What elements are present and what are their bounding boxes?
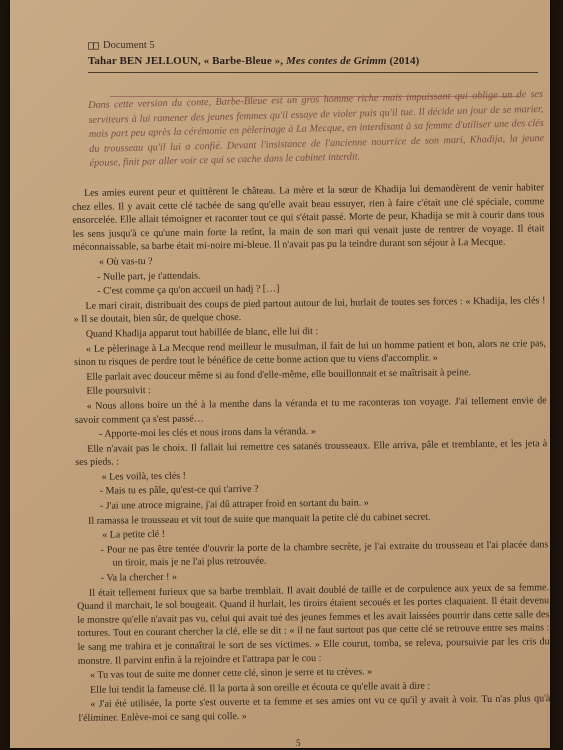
- story-paragraph: Le mari cirait, distribuait des coups de pied partout autour de lui, hurlait de toutes ses forces : « Khadija, les clés ! » Il se doutait, bien sûr, de quelque chose.: [73, 294, 546, 326]
- story-body: [72, 181, 550, 725]
- story-paragraph: Il ramassa le trousseau et vit tout de suite que manquait la petite clé du cabinet secret.: [88, 511, 431, 527]
- story-paragraph: - Apporte-moi les clés et nous irons dans la véranda. »: [98, 426, 316, 440]
- story-paragraph: Elle n'avait pas le choix. Il fallait lui remettre ces satanés trousseaux. Elle arriva, pâle et tremblante, et les jeta à ses pieds. :: [75, 437, 548, 469]
- author-name: Tahar BEN JELLOUN,: [88, 55, 201, 67]
- book-icon: [88, 42, 99, 50]
- story-paragraph: « Tu vas tout de suite me donner cette clé, sinon je serre et tu crèves. »: [89, 666, 373, 682]
- story-paragraph: « Le pèlerinage à La Mecque rend meilleur le musulman, il fait de lui un homme patient et bon, alors ne crie pas, sinon tu risques de perdre tout le bénéfice de cette bonne action que tu viens d'accomplir. »: [74, 337, 547, 369]
- story-paragraph: - J'ai une atroce migraine, j'ai dû attraper froid en sortant du bain. »: [99, 497, 369, 512]
- document-page: [10, 0, 550, 748]
- source-title: [88, 55, 528, 67]
- story-title: « Barbe-Bleue »,: [203, 55, 284, 67]
- story-paragraph: Les amies eurent peur et quittèrent le château. La mère et la sœur de Khadija lui demandèrent de venir habiter chez elles. Il y avait cette clé tachée de sang qu'elle avait beau essuyer, rien à faire c'était une clé spéciale, comme ensorcelée. Elle allait témoigner et raconter tout ce qui s'était passé. Morte de peur, Khadija se mit à courir dans tous les sens jusqu'à ce qu'une main forte la retînt, la main de son mari qui venait juste de rentrer de voyage. Il était méconnaissable, sa barbe était mi-noire mi-bleue. Il n'avait pas pu la teindre durant son séjour à La Mecque.: [72, 182, 545, 254]
- story-paragraph: Elle parlait avec douceur même si au fond d'elle-même, elle bouillonnait et se maîtrisait à peine.: [86, 366, 472, 383]
- story-paragraph: - Nulle part, je t'attendais.: [97, 269, 201, 283]
- story-paragraph: « La petite clé !: [102, 529, 166, 541]
- intro-summary: Dans cette version du conte, Barbe-Bleue est un gros homme riche mais impuissant qui oblige un de ses serviteurs à lui ramener des jeunes femmes qu'il essaye de violer puis qu'il tue. Il décide un jour de se marier, mais part peu après la cérémonie en pèlerinage à La Mecque, en interdisant à sa femme d'utiliser une des clés du trousseau qu'il lui a confié. Devant l'insistance de l'ancienne nourrice de son mari, Khadija, la jeune épouse, finit par aller voir ce qui se cache dans le cabinet interdit.: [88, 88, 545, 170]
- story-paragraph: « Les voilà, tes clés !: [101, 470, 187, 483]
- story-paragraph: « Où vas-tu ?: [98, 255, 153, 268]
- story-paragraph: « J'ai été utilisée, la porte s'est ouverte et ta femme et ses amies ont vu ce qu'il y avait à voir. Tu n'as plus qu'à l'éliminer. Enlève-moi ce sang qui colle. »: [78, 693, 550, 724]
- document-label-text: Document 5: [103, 40, 155, 51]
- story-paragraph: Elle lui tendit la fameuse clé. Il la porta à son oreille et écouta ce qu'elle avait à dire :: [90, 680, 431, 696]
- title-divider: [88, 72, 538, 73]
- story-paragraph: « Nous allons boire un thé à la menthe dans la véranda et tu me raconteras ton voyage. J'ai tellement envie de savoir comment ça s'est passé…: [74, 395, 547, 426]
- story-paragraph: Il était tellement furieux que sa barbe tremblait. Il avait doublé de taille et de corpulence aux yeux de sa femme. Quand il marchait, le sol bougeait. Quand il hurlait, les tiroirs étaient secoués et les portes claquaient. Il était devenu le monstre qu'elle n'avait pas vu, celui qui avait tué des jeunes femmes et les avait laissées pourrir dans cette salle des tortures. Tout en courant chercher la clé, elle se dit : « il ne faut surtout pas que cette clé se retrouve entre ses mains : le sang me trahira et je connaîtrai le sort de ses victimes. » Elle courut, tomba, se releva, poursuivie par les cris du monstre. Il parvint enfin à la rejoindre et l'attrapa par le cou :: [77, 581, 550, 667]
- story-paragraph: - Va la chercher ! »: [100, 571, 178, 584]
- page-number: 5: [296, 738, 301, 748]
- document-label: [88, 40, 155, 51]
- story-paragraph: Elle poursuivit :: [86, 385, 152, 398]
- story-paragraph: - Mais tu es pâle, qu'est-ce qui t'arrive ?: [99, 484, 259, 498]
- book-title: Mes contes de Grimm: [286, 55, 387, 67]
- story-paragraph: - Pour ne pas être tentée d'ouvrir la porte de la chambre secrète, je l'ai extraite du trousseau et l'ai placée dans un tiroir, mais je ne l'ai plus retrouvée.: [100, 539, 549, 569]
- story-paragraph: - C'est comme ça qu'on accueil un hadj ? […]: [97, 283, 280, 297]
- story-paragraph: Quand Khadija apparut tout habillée de blanc, elle lui dit :: [85, 325, 319, 340]
- publication-year: (2014): [389, 55, 420, 67]
